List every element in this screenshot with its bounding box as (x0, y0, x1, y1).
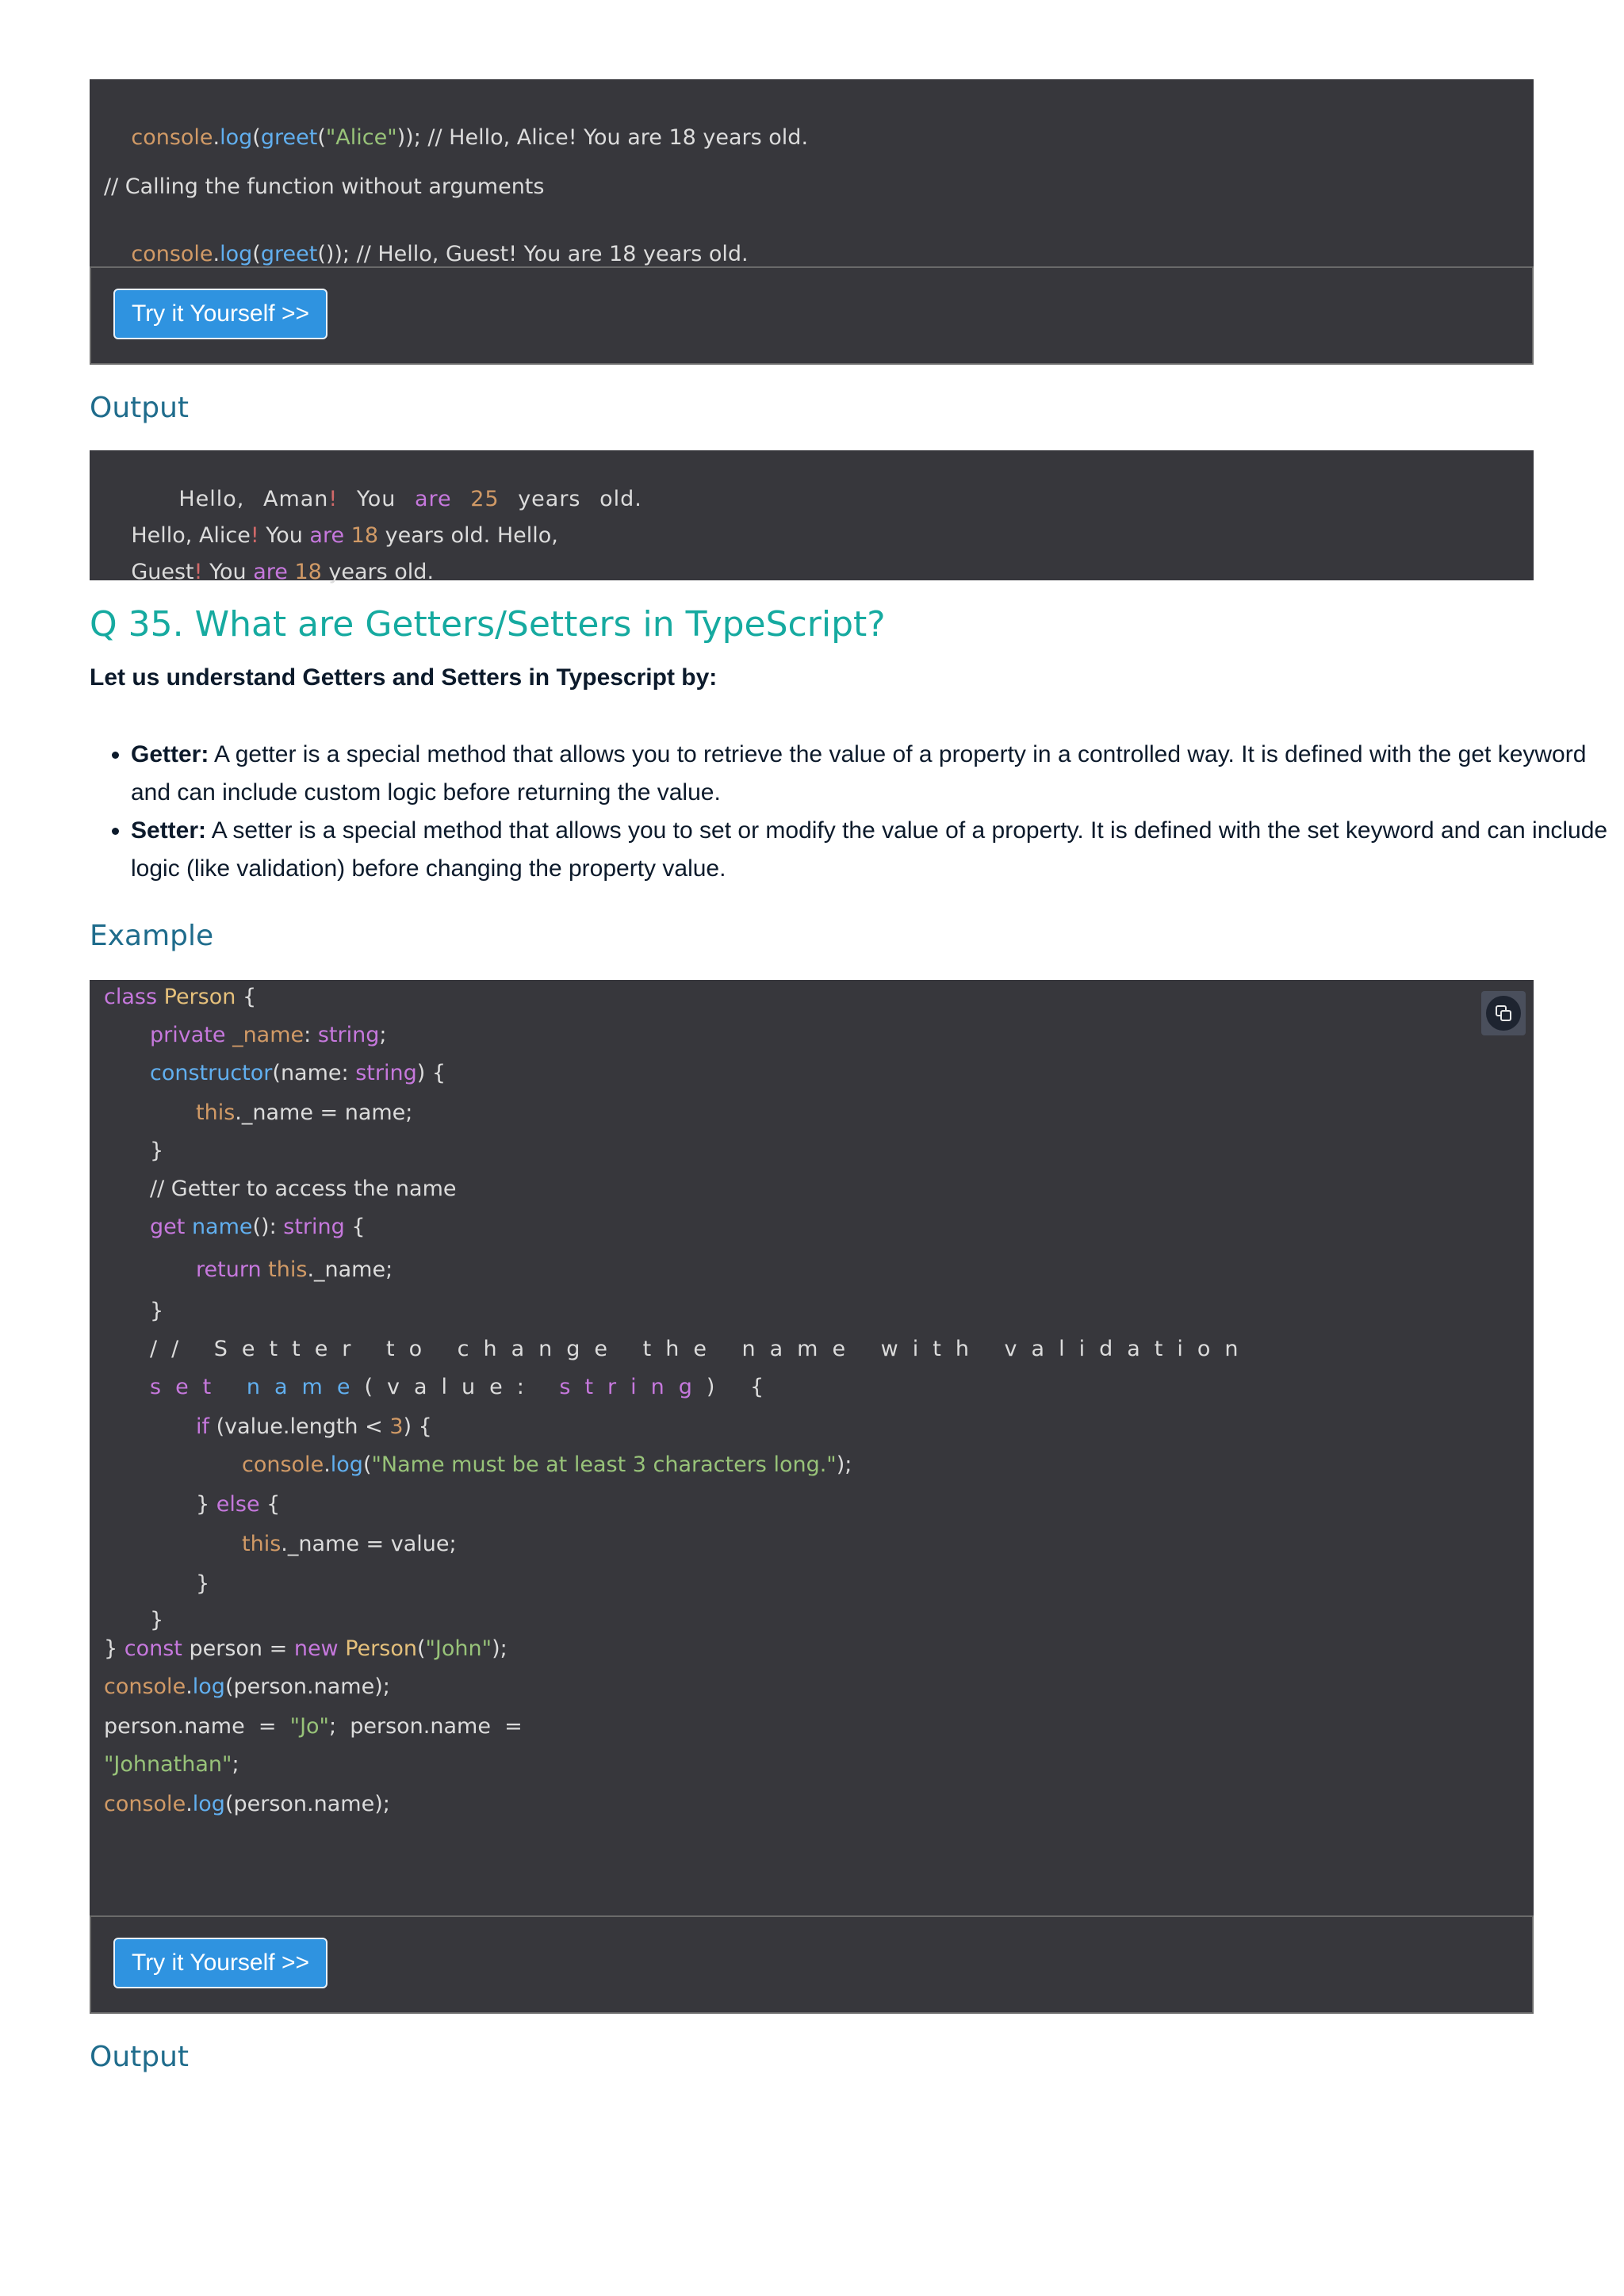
code-token: (person.name); (224, 1792, 390, 1816)
output-token: 18 (294, 560, 322, 584)
code-token: return (196, 1257, 262, 1282)
output-token: years old. Hello, (378, 523, 558, 548)
code-line: // Setter to change the name with validation (150, 1337, 1253, 1361)
code-line (150, 1059, 446, 1088)
code-block-example (90, 980, 1534, 1915)
code-line (196, 1256, 393, 1284)
code-line: console.log(greet("Alice")); // Hello, Alice! You are 18 years old. (131, 125, 809, 150)
code-token: (name: (272, 1061, 356, 1085)
code-block-top (90, 79, 1534, 266)
output-token: 18 (350, 523, 379, 548)
code-token: if (196, 1414, 210, 1439)
code-token: } (196, 1492, 216, 1517)
code-token: console (131, 125, 213, 150)
code-token: console (104, 1674, 186, 1699)
bullet-term: Setter: (131, 817, 207, 844)
copy-button[interactable] (1481, 991, 1526, 1035)
code-token: string (317, 1023, 380, 1047)
try-it-yourself-button[interactable]: Try it Yourself >> (113, 1938, 327, 1988)
example-heading: Example (90, 920, 214, 952)
code-token: string (559, 1375, 707, 1399)
code-token: ) { (416, 1061, 446, 1085)
code-token: new (293, 1636, 339, 1661)
code-token: "Jo" (289, 1714, 329, 1739)
code-token: 3 (389, 1414, 404, 1439)
code-line (104, 1751, 239, 1779)
code-token: class (104, 985, 158, 1009)
output-token: Aman (262, 487, 329, 511)
code-token: log (330, 1452, 363, 1477)
code-token: string (355, 1061, 417, 1085)
question-heading: Q 35. What are Getters/Setters in TypeScript? (90, 604, 886, 645)
code-token: string (283, 1215, 345, 1239)
bullet-text: A getter is a special method that allows you to retrieve the value of a property in a controlled way. It is defined with the get keyword and can include custom logic before returning the value. (131, 741, 1587, 806)
output-token: Hello, Alice (131, 523, 251, 548)
code-token: ; (232, 1752, 239, 1777)
code-token: _name (232, 1023, 304, 1047)
try-bar-2 (90, 1915, 1534, 2014)
code-token: ) { (706, 1375, 779, 1399)
output-token: Hello, (178, 487, 245, 511)
output-token: You (356, 487, 396, 511)
output-line (104, 530, 434, 615)
code-token: ); (492, 1636, 508, 1661)
code-token: get (150, 1215, 186, 1239)
code-line (150, 1213, 366, 1242)
try-it-yourself-button[interactable]: Try it Yourself >> (113, 289, 327, 339)
code-token: log (192, 1674, 225, 1699)
code-token: . (324, 1452, 331, 1477)
code-token: const (124, 1636, 182, 1661)
code-token: log (220, 125, 253, 150)
code-token: { (236, 985, 257, 1009)
code-line (242, 1530, 457, 1559)
code-token: { (259, 1492, 281, 1517)
code-token: ) { (403, 1414, 432, 1439)
code-token: person.name = (104, 1714, 290, 1739)
code-token: { (344, 1215, 366, 1239)
code-line (104, 1635, 508, 1663)
code-token: ( (362, 1452, 372, 1477)
code-token: Person (345, 1636, 417, 1661)
code-line: } (150, 1299, 164, 1323)
output-token: 25 (470, 487, 500, 511)
code-line (196, 1413, 432, 1441)
definition-list (90, 736, 1622, 888)
code-token: ; (379, 1023, 387, 1047)
code-token: console (242, 1452, 324, 1477)
code-token: person = (182, 1636, 294, 1661)
code-line: console.log(greet()); // Hello, Guest! You are 18 years old. (131, 242, 749, 266)
code-line (196, 1099, 412, 1127)
output-token: old. (599, 487, 642, 511)
output-token: ! (328, 487, 339, 511)
code-token: . (186, 1674, 193, 1699)
code-token: console (131, 242, 213, 266)
code-line (104, 983, 256, 1012)
code-token: name (246, 1375, 365, 1399)
code-line (242, 1451, 852, 1479)
code-line: // Calling the function without arguments (104, 174, 545, 199)
code-token: (): (252, 1215, 284, 1239)
code-token: private (150, 1023, 226, 1047)
code-line (196, 1490, 280, 1519)
output-token: are (253, 560, 288, 584)
output-token: You (202, 560, 254, 584)
code-token: ()); // Hello, Guest! You are 18 years old. (317, 242, 749, 266)
code-token: ._name = name; (235, 1100, 413, 1125)
code-token: ._name = value; (281, 1532, 457, 1556)
code-token: ); (836, 1452, 852, 1477)
output-token: are (414, 487, 452, 511)
code-token: Person (163, 985, 236, 1009)
code-token: console (104, 1792, 186, 1816)
code-token: else (216, 1492, 260, 1517)
copy-icon (1486, 996, 1521, 1031)
code-line: } (196, 1571, 210, 1596)
output-block-1 (90, 450, 1534, 584)
bullet-text: A setter is a special method that allows you to set or modify the value of a property. It is defined with the set keyword and can include logic (like validation) before changing the property value. (131, 817, 1608, 882)
code-token: "Name must be at least 3 characters long." (371, 1452, 837, 1477)
code-token: this (242, 1532, 282, 1556)
code-token: ( (416, 1636, 426, 1661)
bullet-term: Getter: (131, 741, 209, 767)
code-token: ; person.name = (328, 1714, 523, 1739)
output-token: Guest (131, 560, 194, 584)
output-heading: Output (90, 392, 190, 424)
code-token: } (104, 1636, 124, 1661)
list-item (131, 812, 1622, 888)
code-token: log (220, 242, 253, 266)
output-heading-2: Output (90, 2041, 190, 2073)
code-token: "Alice" (325, 125, 397, 150)
code-line (104, 1790, 390, 1819)
list-item (131, 736, 1622, 812)
code-line (150, 1021, 386, 1050)
code-token: (value.length < (209, 1414, 390, 1439)
code-line (150, 1373, 778, 1402)
code-token: (person.name); (224, 1674, 390, 1699)
code-token: "John" (425, 1636, 492, 1661)
code-token: set (150, 1375, 226, 1399)
try-bar-1 (90, 266, 1534, 365)
code-token: constructor (150, 1061, 273, 1085)
output-token: are (309, 523, 345, 548)
code-line (104, 1712, 523, 1741)
code-line (104, 1673, 390, 1701)
output-token: ! (193, 560, 203, 584)
code-line: // Getter to access the name (150, 1177, 457, 1201)
output-token: years (518, 487, 581, 511)
code-token: ._name; (307, 1257, 393, 1282)
output-token: ! (250, 523, 259, 548)
code-token: "Johnathan" (104, 1752, 232, 1777)
code-line: } (150, 1138, 164, 1163)
code-token: . (186, 1792, 193, 1816)
code-token: )); // Hello, Alice! You are 18 years old. (396, 125, 809, 150)
output-token: years old. (321, 560, 435, 584)
code-token: this (268, 1257, 308, 1282)
code-token: log (192, 1792, 225, 1816)
lead-text: Let us understand Getters and Setters in Typescript by: (90, 664, 718, 691)
code-line: } (150, 1608, 164, 1632)
output-token: You (259, 523, 310, 548)
code-token: greet (260, 125, 318, 150)
code-token: greet (260, 242, 318, 266)
code-token: name (191, 1215, 253, 1239)
code-token: (value: (364, 1375, 560, 1399)
code-token: this (196, 1100, 236, 1125)
code-token: : (304, 1023, 318, 1047)
